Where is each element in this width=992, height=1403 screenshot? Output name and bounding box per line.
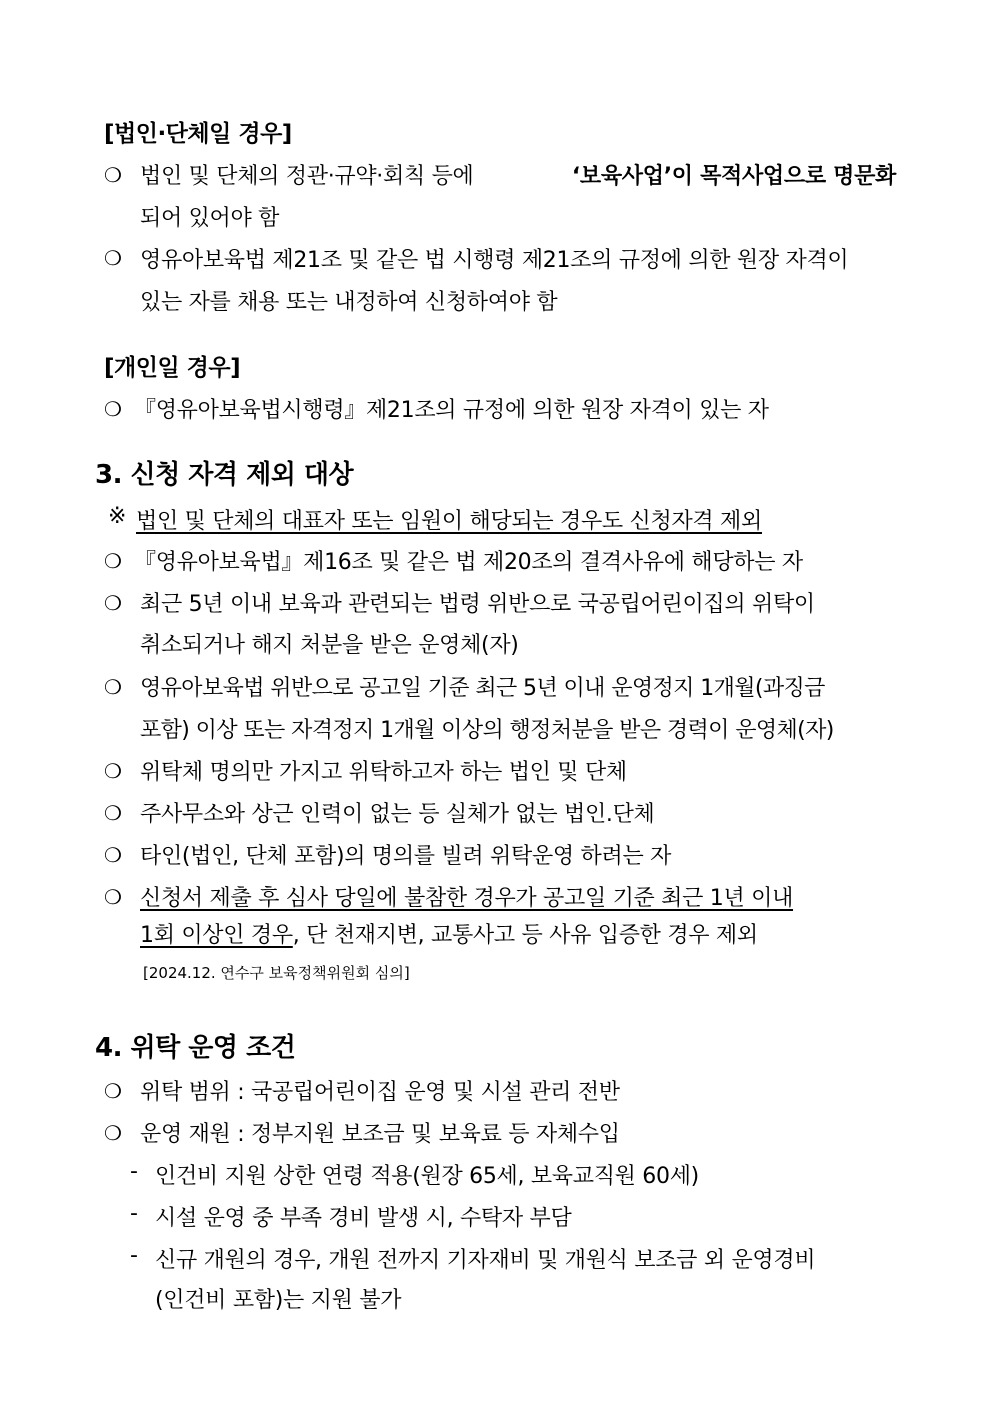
section4-dash-3-line1: 신규 개원의 경우, 개원 전까지 기자재비 및 개원식 보조금 외 운영경비: [155, 1248, 816, 1273]
section3-item-7-rest: , 단 천재지변, 교통사고 등 사유 입증한 경우 제외: [292, 923, 758, 948]
corp-item-1-text-a: 법인 및 단체의 정관·규약·회칙 등에: [140, 164, 481, 189]
section3-item-7-underlined: 1회 이상인 경우: [140, 923, 293, 948]
circle-bullet-icon: ❍: [104, 397, 122, 421]
individual-item-1: 『영유아보육법시행령』제21조의 규정에 의한 원장 자격이 있는 자: [134, 398, 769, 423]
circle-bullet-icon: ❍: [104, 801, 122, 825]
section3-item-2-line1: 최근 5년 이내 보육과 관련되는 법령 위반으로 국공립어린이집의 위탁이: [140, 592, 815, 617]
corp-item-2-line2: 있는 자를 채용 또는 내정하여 신청하여야 함: [140, 290, 558, 315]
section3-item-4: 위탁체 명의만 가지고 위탁하고자 하는 법인 및 단체: [140, 760, 627, 785]
section4-dash-2: 시설 운영 중 부족 경비 발생 시, 수탁자 부담: [155, 1206, 572, 1231]
corp-item-1-line1: [140, 159, 896, 190]
section3-heading: 3. 신청 자격 제외 대상: [95, 460, 354, 490]
section3-item-7-line2: [140, 918, 758, 949]
section4-heading: 4. 위탁 운영 조건: [95, 1033, 296, 1063]
corp-heading: [법인·단체일 경우]: [104, 121, 292, 147]
section4-dash-1: 인건비 지원 상한 연령 적용(원장 65세, 보육교직원 60세): [155, 1164, 699, 1189]
circle-bullet-icon: ❍: [104, 163, 122, 187]
corp-item-2-line1: 영유아보육법 제21조 및 같은 법 시행령 제21조의 규정에 의한 원장 자격이: [140, 248, 849, 273]
circle-bullet-icon: ❍: [104, 246, 122, 270]
corp-item-1-line2: 되어 있어야 함: [140, 206, 280, 231]
dash-bullet-icon: -: [130, 1243, 138, 1268]
section3-item-5: 주사무소와 상근 인력이 없는 등 실체가 없는 법인.단체: [140, 802, 655, 827]
individual-heading: [개인일 경우]: [104, 355, 241, 381]
circle-bullet-icon: ❍: [104, 1079, 122, 1103]
section3-item-2-line2: 취소되거나 해지 처분을 받은 운영체(자): [140, 633, 519, 658]
section4-dash-3-line2: (인건비 포함)는 지원 불가: [155, 1288, 402, 1313]
section3-item-6: 타인(법인, 단체 포함)의 명의를 빌려 위탁운영 하려는 자: [140, 844, 672, 869]
section3-item-7-line1: 신청서 제출 후 심사 당일에 불참한 경우가 공고일 기준 최근 1년 이내: [140, 886, 794, 911]
section4-item-1: 위탁 범위 : 국공립어린이집 운영 및 시설 관리 전반: [140, 1080, 620, 1105]
corp-item-1-text-b: ‘보육사업’이 목적사업으로 명문화: [571, 164, 896, 189]
circle-bullet-icon: ❍: [104, 1121, 122, 1145]
section3-item-1: 『영유아보육법』제16조 및 같은 법 제20조의 결격사유에 해당하는 자: [134, 550, 803, 575]
dash-bullet-icon: -: [130, 1201, 138, 1226]
circle-bullet-icon: ❍: [104, 885, 122, 909]
circle-bullet-icon: ❍: [104, 675, 122, 699]
dash-bullet-icon: -: [130, 1159, 138, 1184]
circle-bullet-icon: ❍: [104, 591, 122, 615]
circle-bullet-icon: ❍: [104, 549, 122, 573]
source-note: [2024.12. 연수구 보육정책위원회 심의]: [143, 964, 410, 982]
section3-note: 법인 및 단체의 대표자 또는 임원이 해당되는 경우도 신청자격 제외: [136, 509, 762, 534]
circle-bullet-icon: ❍: [104, 759, 122, 783]
section3-item-3-line2: 포함) 이상 또는 자격정지 1개월 이상의 행정처분을 받은 경력이 운영체(자): [140, 718, 834, 743]
section4-item-2: 운영 재원 : 정부지원 보조금 및 보육료 등 자체수입: [140, 1122, 620, 1147]
section3-item-3-line1: 영유아보육법 위반으로 공고일 기준 최근 5년 이내 운영정지 1개월(과징금: [140, 676, 825, 701]
reference-mark-icon: ※: [108, 504, 127, 529]
circle-bullet-icon: ❍: [104, 843, 122, 867]
